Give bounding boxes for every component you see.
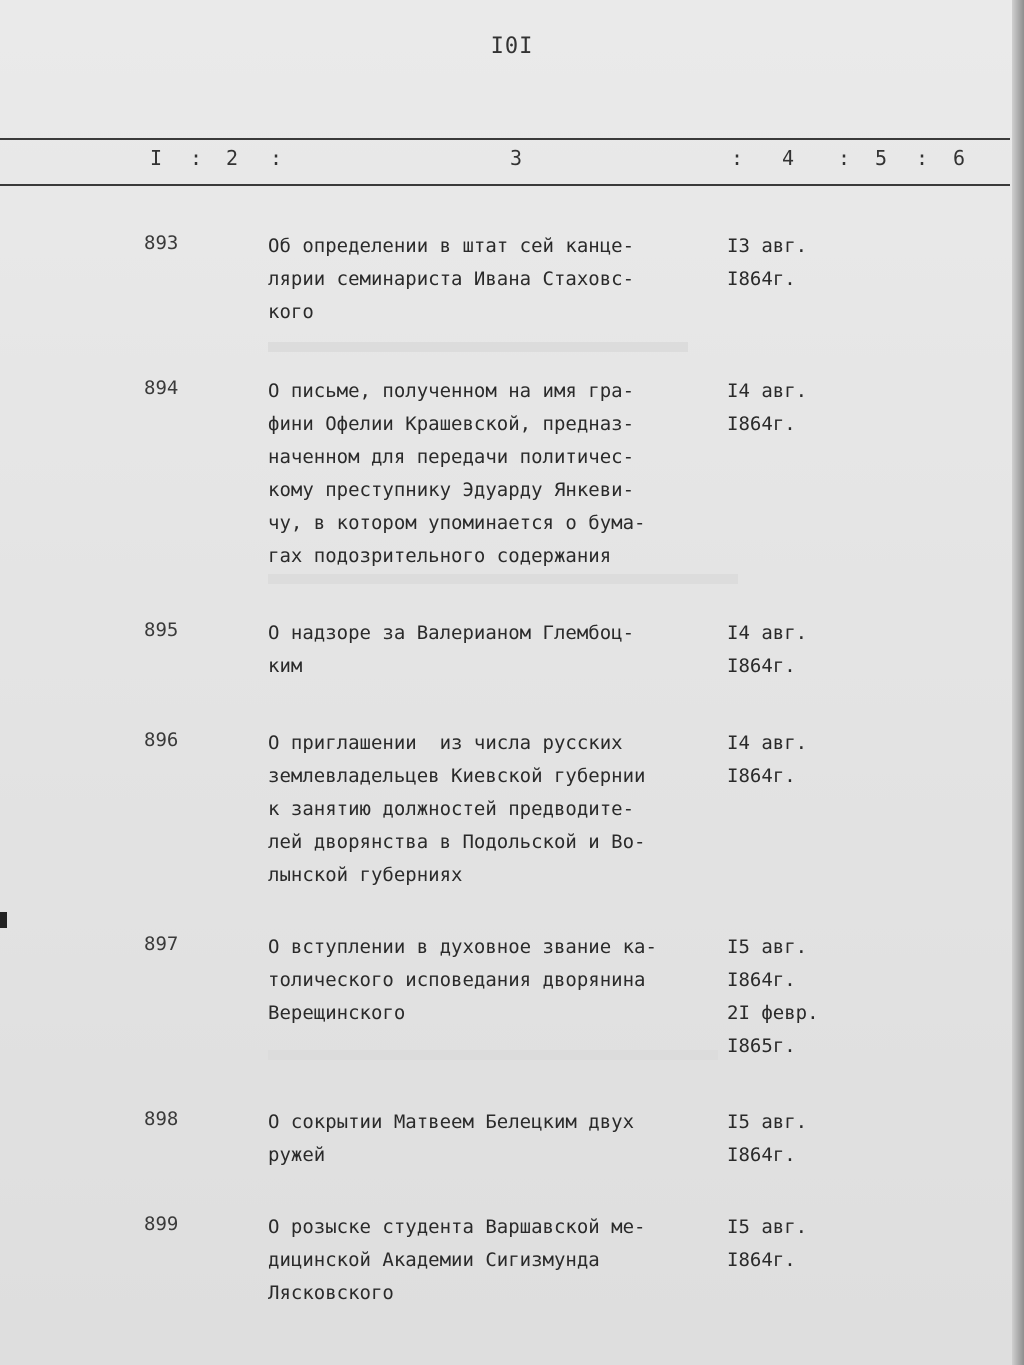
entry-date: I4 авг. I864г. — [727, 732, 808, 787]
entry-date: I5 авг. I864г. — [727, 1216, 808, 1271]
column-header-7: : — [838, 146, 851, 170]
entry-date: I3 авг. I864г. — [727, 235, 808, 290]
entry-date: I5 авг. I864г. 2I февр. I865г. — [727, 936, 819, 1057]
entry-number: 897 — [144, 933, 179, 955]
column-header-1: : — [190, 146, 203, 170]
entry-description: О надзоре за Валерианом Глембоц- ким — [268, 622, 635, 677]
column-header-2: 2 — [226, 146, 239, 170]
column-header-9: : — [916, 146, 929, 170]
entry-description: О сокрытии Матвеем Белецким двух ружей — [268, 1111, 635, 1166]
entry-number: 895 — [144, 619, 179, 641]
page-edge-shadow — [1012, 0, 1024, 1365]
entry-description: Об определении в штат сей канце- лярии семинариста Ивана Стаховс- кого — [268, 235, 635, 323]
column-header-4: 3 — [510, 146, 523, 170]
entry-number: 893 — [144, 232, 179, 254]
column-header-6: 4 — [782, 146, 795, 170]
column-header-10: 6 — [953, 146, 966, 170]
entry-description: О письме, полученном на имя гра- фини Офелии Крашевской, предназ- наченном для передачи политичес- кому преступнику Эдуарду Янкеви- чу, в котором упоминается о бума- гах подозрительного содержания — [268, 380, 646, 567]
entry-number: 899 — [144, 1213, 179, 1235]
entry-description: О приглашении из числа русских землевладельцев Киевской губернии к занятию должностей предводите- лей дворянства в Подольской и Во- лынской губерниях — [268, 732, 646, 886]
entry-number: 896 — [144, 729, 179, 751]
column-header-5: : — [731, 146, 744, 170]
column-header-8: 5 — [875, 146, 888, 170]
entry-number: 898 — [144, 1108, 179, 1130]
entry-date: I5 авг. I864г. — [727, 1111, 808, 1166]
entry-date: I4 авг. I864г. — [727, 380, 808, 435]
margin-mark — [0, 912, 7, 928]
entry-date: I4 авг. I864г. — [727, 622, 808, 677]
column-header-3: : — [270, 146, 283, 170]
page-number: I0I — [490, 34, 534, 59]
entry-number: 894 — [144, 377, 179, 399]
entry-description: О розыске студента Варшавской ме- дицинской Академии Сигизмунда Лясковского — [268, 1216, 646, 1304]
entry-description: О вступлении в духовное звание ка- толического исповедания дворянина Верещинского — [268, 936, 657, 1024]
column-header-0: I — [150, 146, 163, 170]
